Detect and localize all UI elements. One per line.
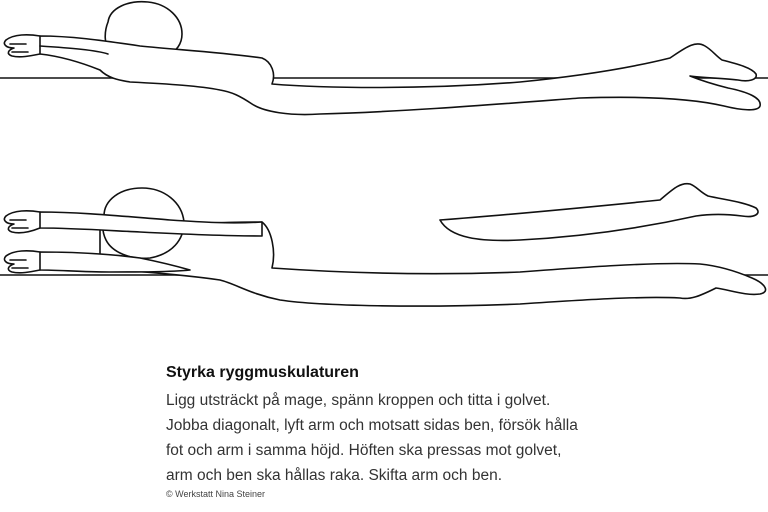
hand — [4, 35, 40, 57]
raised-hand — [4, 211, 40, 233]
raised-leg — [440, 184, 758, 241]
caption-line: arm och ben ska hållas raka. Skifta arm och ben. — [166, 467, 502, 484]
caption-title: Styrka ryggmuskulaturen — [166, 364, 359, 381]
credit-text: © Werkstatt Nina Steiner — [166, 489, 265, 499]
caption-line: fot och arm i samma höjd. Höften ska pressas mot golvet, — [166, 442, 562, 459]
figure-lying-prone-start — [0, 2, 768, 115]
resting-hand — [4, 251, 40, 273]
body-outline — [40, 36, 760, 115]
caption-body — [166, 388, 606, 488]
figure-lying-prone-diagonal-lift — [0, 184, 768, 306]
caption-line: Jobba diagonalt, lyft arm och motsatt sidas ben, försök hålla — [166, 417, 578, 434]
caption-block — [166, 362, 606, 488]
caption-line: Ligg utsträckt på mage, spänn kroppen och titta i golvet. — [166, 392, 551, 409]
